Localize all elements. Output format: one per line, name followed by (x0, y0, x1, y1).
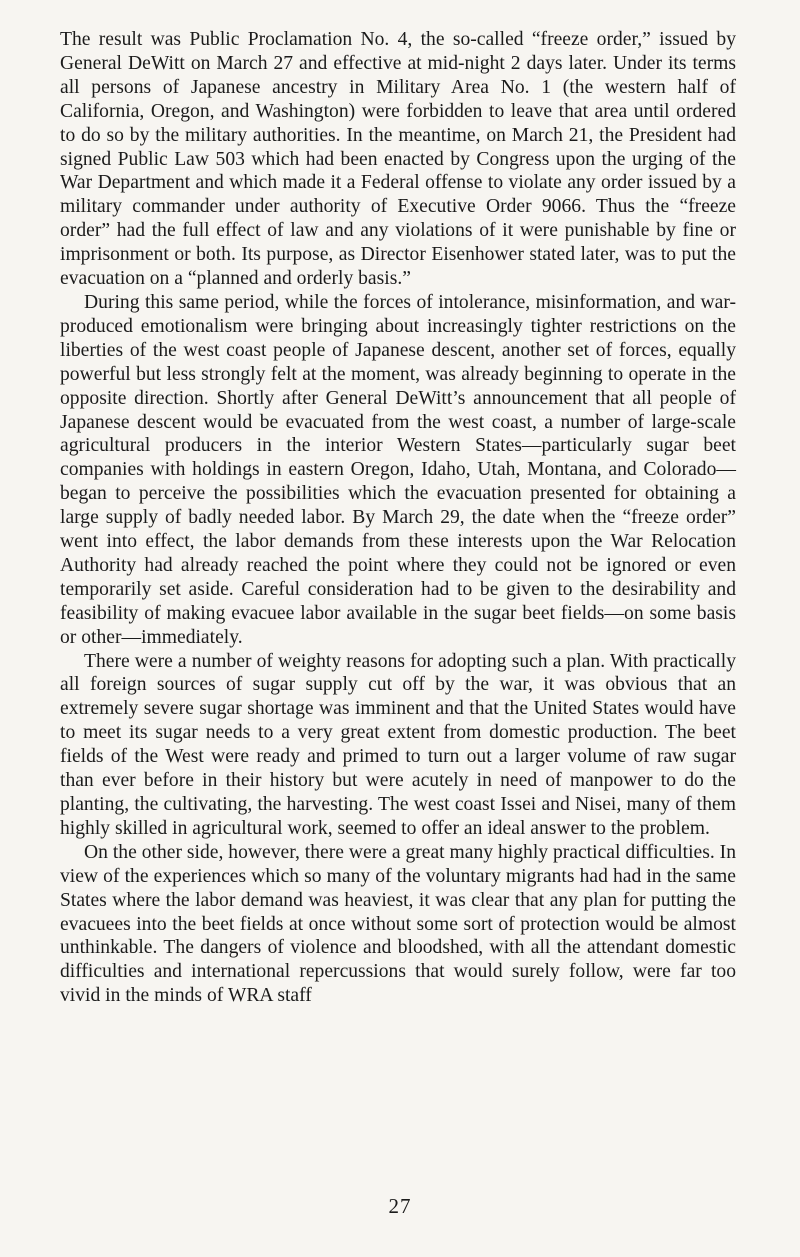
paragraph-difficulties: On the other side, however, there were a great many highly practical difficulties. In view of the experiences which so many of the voluntary migrants had had in the same States where the labor demand was heaviest, it was clear that any plan for putting the evacuees into the beet fields at once without some sort of protection would be almost unthinkable. The dangers of violence and bloodshed, with all the attendant domestic difficulties and international repercussions that would surely follow, were far too vivid in the minds of WRA staff (60, 841, 736, 1007)
paragraph-reasons: There were a number of weighty reasons for adopting such a plan. With practically all foreign sources of sugar supply cut off by the war, it was obvious that an extremely severe sugar shortage was imminent and that the United States would have to meet its sugar needs to a very great extent from domestic production. The beet fields of the West were ready and primed to turn out a larger volume of raw sugar than ever before in their history but were acutely in need of manpower to do the planting, the cultivating, the harvesting. The west coast Issei and Nisei, many of them highly skilled in agricultural work, seemed to offer an ideal answer to the problem. (60, 650, 736, 839)
paragraph-opposing-forces: During this same period, while the forces of intolerance, misinformation, and war-produced emotionalism were bringing about increasingly tighter restrictions on the liberties of the west coast people of Japanese descent, another set of forces, equally powerful but less strongly felt at the moment, was already beginning to operate in the opposite direction. Shortly after General DeWitt’s announcement that all people of Japanese descent would be evacuated from the west coast, a number of large-scale agricultural producers in the interior Western States—particularly sugar beet companies with holdings in eastern Oregon, Idaho, Utah, Montana, and Colorado—began to perceive the possibilities which the evacuation presented for obtaining a large supply of badly needed labor. By March 29, the date when the “freeze order” went into effect, the labor demands from these interests upon the War Relocation Authority had already reached the point where they could not be ignored or even temporarily set aside. Careful consideration had to be given to the desirability and feasibility of making evacuee labor available in the sugar beet fields—on some basis or other—immediately. (60, 291, 736, 648)
document-body (60, 28, 736, 1008)
paragraph-freeze-order: The result was Public Proclamation No. 4, the so-called “freeze order,” issued by General DeWitt on March 27 and effective at mid-night 2 days later. Under its terms all persons of Japanese ancestry in Military Area No. 1 (the western half of California, Oregon, and Washington) were forbidden to leave that area until ordered to do so by the military authorities. In the meantime, on March 21, the President had signed Public Law 503 which had been enacted by Congress upon the urging of the War Department and which made it a Federal offense to violate any order issued by a military commander under authority of Executive Order 9066. Thus the “freeze order” had the full effect of law and any violations of it were punishable by fine or imprisonment or both. Its purpose, as Director Eisenhower stated later, was to put the evacuation on a “planned and orderly basis.” (60, 29, 736, 290)
page-number: 27 (388, 1194, 412, 1218)
